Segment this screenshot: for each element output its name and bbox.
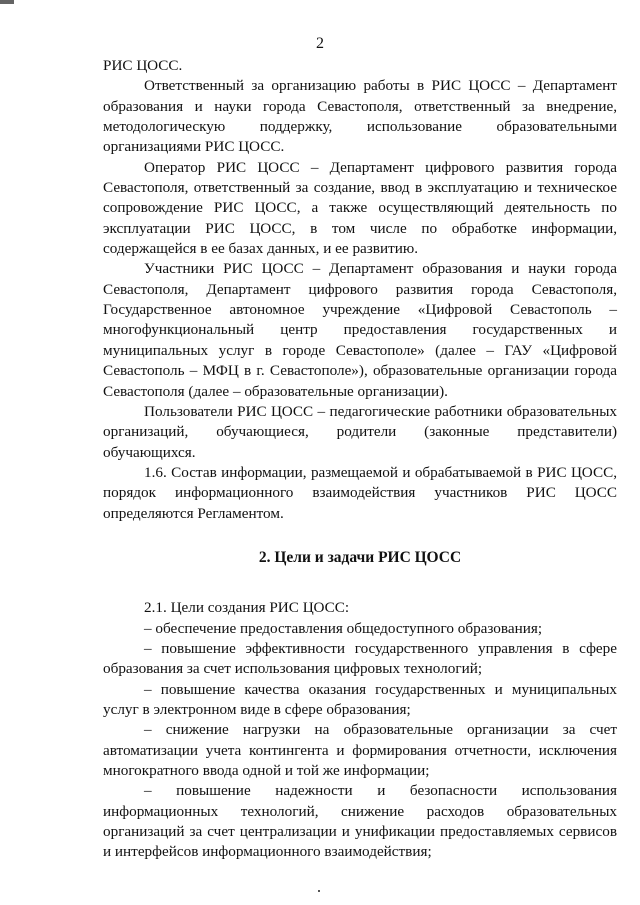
page-number: 2 bbox=[316, 35, 324, 52]
scan-artifact bbox=[0, 0, 14, 4]
list-item: – повышение качества оказания государственных и муниципальных услуг в электронном виде в сфере образования; bbox=[103, 680, 617, 718]
list-item: – повышение эффективности государственного управления в сфере образования за счет использования цифровых технологий; bbox=[103, 639, 617, 678]
list-item: – обеспечение предоставления общедоступного образования; bbox=[144, 619, 543, 637]
document-body bbox=[103, 56, 617, 863]
paragraph: Оператор РИС ЦОСС – Департамент цифрового развития города Севастополя, ответственный за создание, ввод в эксплуатацию и техническое сопровождение РИС ЦОСС, а также осуществляющий деятельность по эксплуатации РИС ЦОСС, в том числе по обработке информации, содержащейся в ее базах данных, и ее развитию. bbox=[103, 158, 617, 258]
scan-dot bbox=[318, 890, 320, 892]
list-item: – снижение нагрузки на образовательные организации за счет автоматизации учета контингента и формирования отчетности, исключения многократного ввода одной и той же информации; bbox=[103, 721, 617, 779]
paragraph: 1.6. Состав информации, размещаемой и обрабатываемой в РИС ЦОСС, порядок информационного взаимодействия участников РИС ЦОСС определяются Регламентом. bbox=[103, 463, 617, 522]
list-item: – повышение надежности и безопасности использования информационных технологий, снижение расходов образовательных организаций за счет централизации и унификации предоставляемых сервисов и интерфейсов информационного взаимодействия; bbox=[103, 782, 617, 861]
paragraph: РИС ЦОСС. bbox=[103, 57, 183, 74]
paragraph: Ответственный за организацию работы в РИС ЦОСС – Департамент образования и науки города Севастополя, ответственный за внедрение, методологическую поддержку, использование образовательными организациями РИС ЦОСС. bbox=[103, 77, 617, 156]
goals-intro: 2.1. Цели создания РИС ЦОСС: bbox=[144, 599, 350, 617]
section-heading: 2. Цели и задачи РИС ЦОСС bbox=[258, 548, 462, 566]
paragraph: Пользователи РИС ЦОСС – педагогические работники образовательных организаций, обучающиеся, родители (законные представители) обучающихся. bbox=[103, 402, 617, 461]
paragraph: Участники РИС ЦОСС – Департамент образования и науки города Севастополя, Департамент цифрового развития города Севастополя, Государственное автономное учреждение «Цифровой Севастополь – многофункциональный центр предоставления государственных и муниципальных услуг в городе Севастополе» (далее – ГАУ «Цифровой Севастополь – МФЦ в г. Севастополе»), образовательные организации города Севастополя (далее – образовательные организации). bbox=[103, 260, 617, 400]
